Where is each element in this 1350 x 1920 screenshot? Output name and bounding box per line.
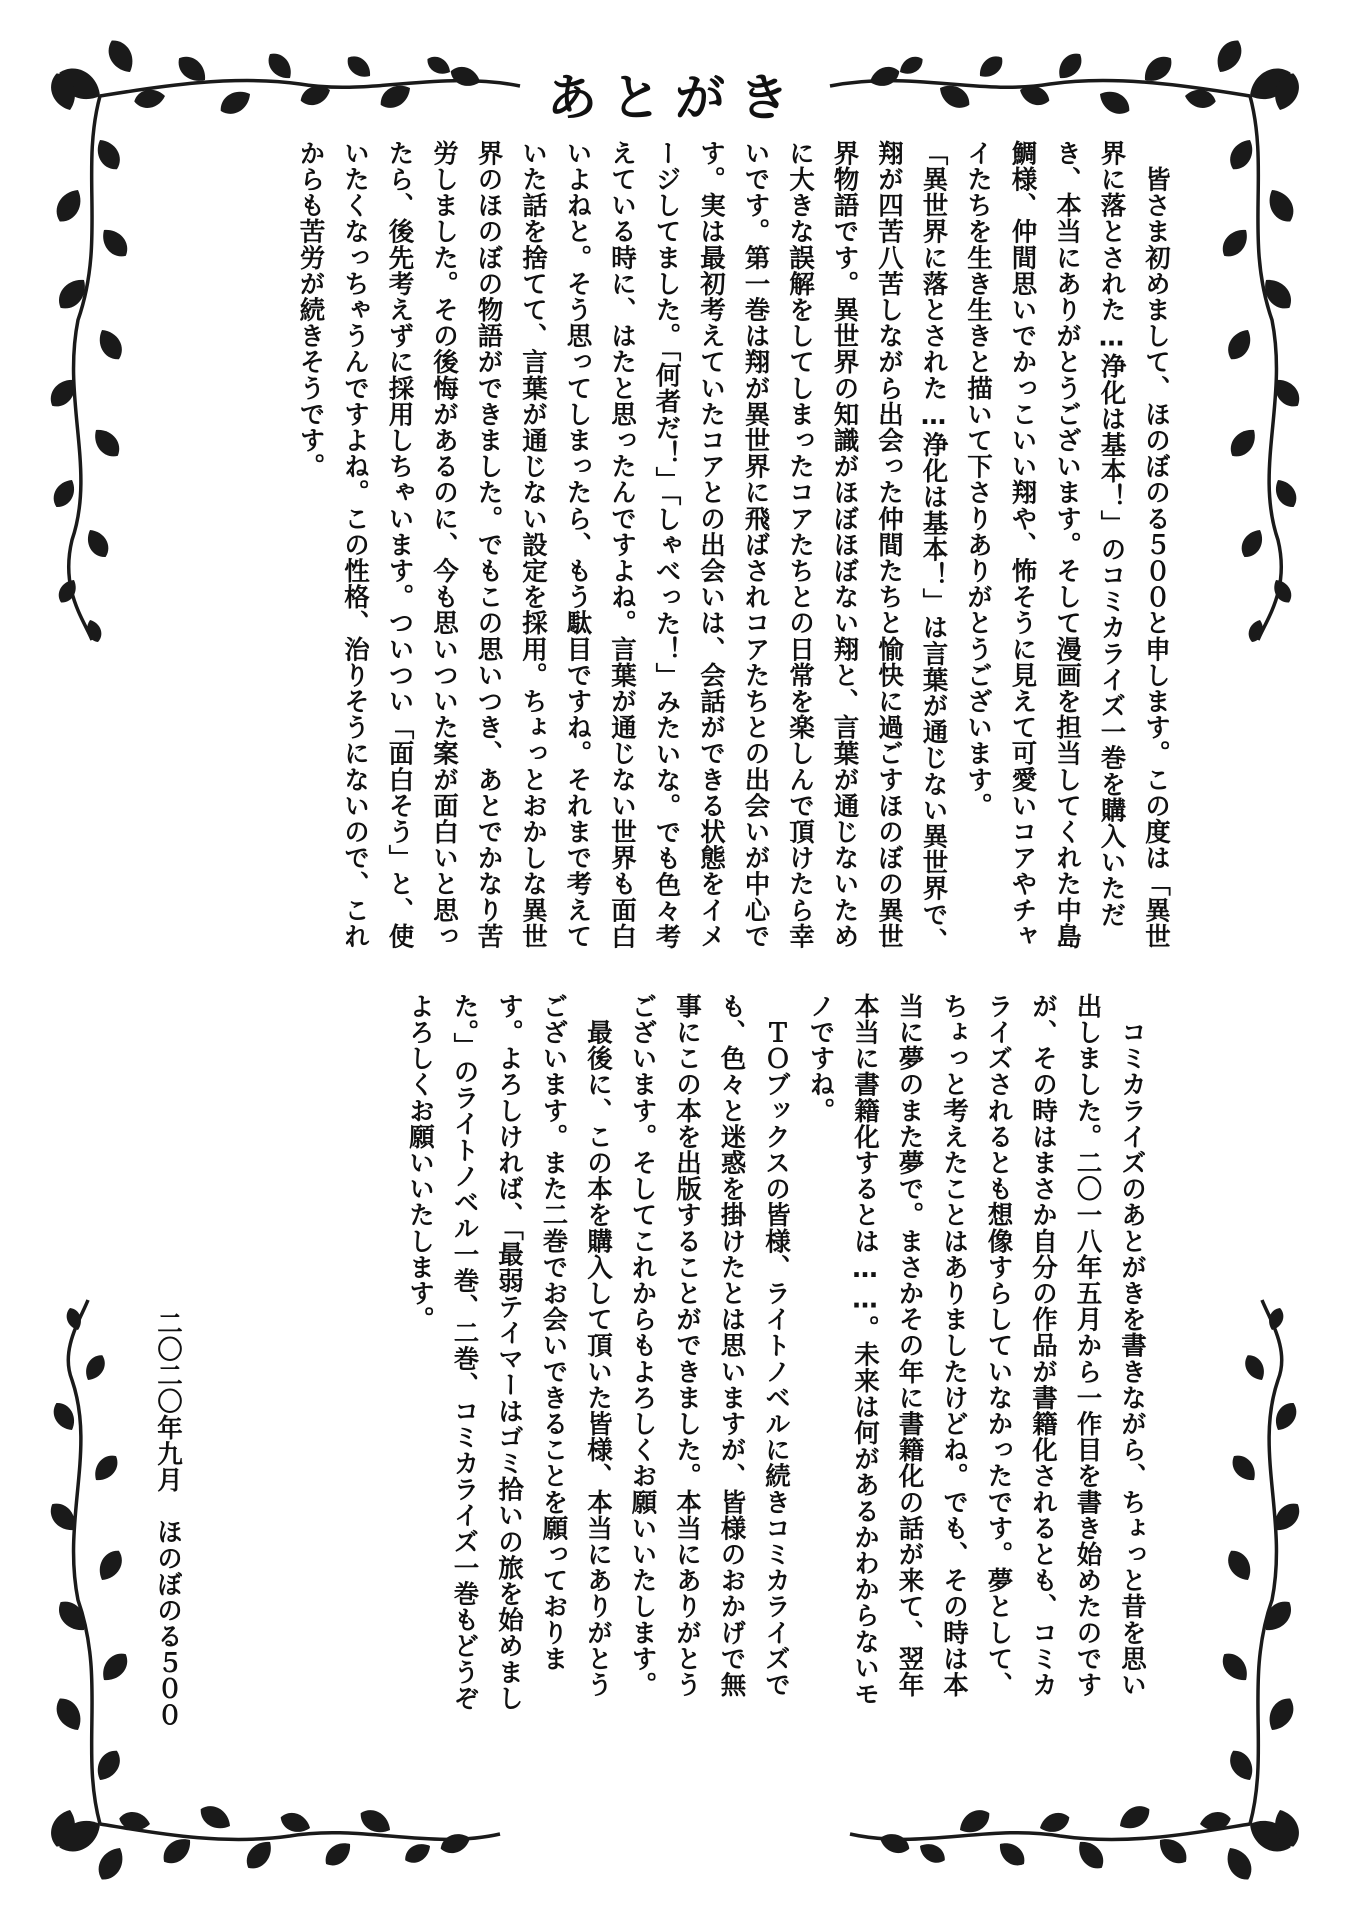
paragraph: 皆さま初めまして、ほのぼのる５００と申します。この度は「異世界に落とされた…浄化は基本！」のコミカライズ一巻を購入いただき、本当にありがとうございます。そして漫画を担当してくれた中島鯛様、仲間思いでかっこいい翔や、怖そうに見えて可愛いコアやチャイたちを生き生きと描いて下さりありがとうございます。: [963, 140, 1171, 950]
afterword-upper-block: [288, 140, 1178, 970]
paragraph: コミカライズのあとがきを書きながら、ちょっと昔を思い出しました。二〇一八年五月から一作目を書き始めたのですが、その時はまさか自分の作品が書籍化されるとも、コミカライズされるとも想像すらしていなかったです。夢として、ちょっと考えたことはありましたけどね。でも、その時は本当に夢のまた夢で。まさかその年に書籍化の話が来て、翌年本当に書籍化するとは……。未来は何があるかわからないモノですね。: [805, 993, 1147, 1707]
page-title: あとがき: [547, 69, 803, 127]
paragraph: ＴＯブックスの皆様、ライトノベルに続きコミカライズでも、色々と迷惑を掛けたとは思いますが、皆様のおかげで無事にこの本を出版することができました。本当にありがとうございます。そしてこれからもよろしくお願いいたします。: [627, 993, 791, 1698]
paragraph: 最後に、この本を購入して頂いた皆様、本当にありがとうございます。また二巻でお会いできることを願っております。よろしければ、「最弱テイマーはゴミ拾いの旅を始めました。」のライトノベル一巻、二巻、コミカライズ一巻もどうぞよろしくお願いいたします。: [405, 993, 613, 1712]
signature: 二〇二〇年九月 ほのぼのる５００: [153, 1310, 183, 1728]
afterword-lower-block: [398, 993, 1155, 1723]
paragraph: 「異世界に落とされた…浄化は基本！」は言葉が通じない異世界で、翔が四苦八苦しながら出会った仲間たちと愉快に過ごすほのぼの異世界物語です。異世界の知識がほぼほぼない翔と、言葉が通じないために大きな誤解をしてしまったコアたちとの日常を楽しんで頂けたら幸いです。第一巻は翔が異世界に飛ばされコアたちとの出会いが中心です。実は最初考えていたコアとの出会いは、会話ができる状態をイメージしてました。「何者だ！」「しゃべった！」みたいな。でも色々考えている時に、はたと思ったんですよね。言葉が通じない世界も面白いよねと。そう思ってしまったら、もう駄目ですね。それまで考えていた話を捨てて、言葉が通じない設定を採用。ちょっとおかしな異世界のほのぼの物語ができました。でもこの思いつき、あとでかなり苦労しました。その後悔があるのに、今も思いついた案が面白いと思ったら、後先考えずに採用しちゃいます。ついつい「面白そう」と、使いたくなっちゃうんですよね。この性格、治りそうにないので、これからも苦労が続きそうです。: [295, 140, 949, 954]
